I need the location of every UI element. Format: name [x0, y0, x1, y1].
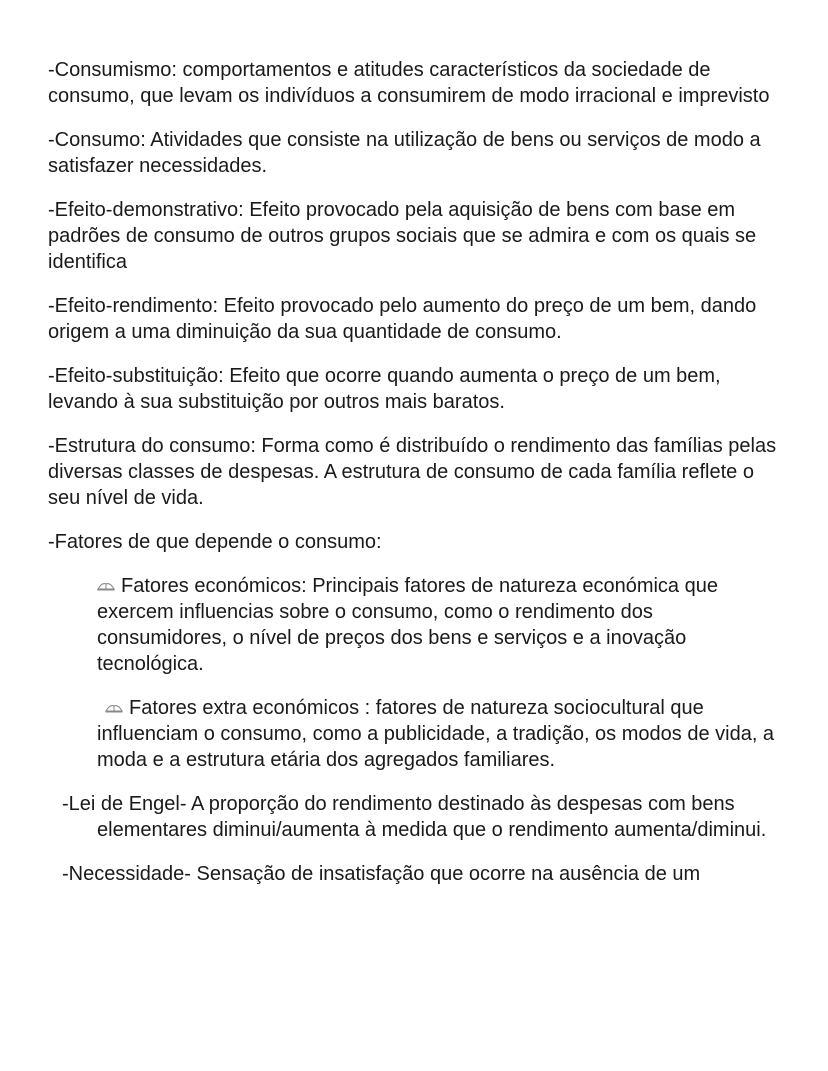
book-icon [105, 703, 123, 713]
definition-estrutura-consumo: -Estrutura do consumo: Forma como é distribuído o rendimento das famílias pelas diversas classes de despesas. A estrutura de consumo de cada família reflete o seu nível de vida. [48, 435, 777, 509]
definition-fatores-heading: -Fatores de que depende o consumo: [48, 531, 382, 553]
book-icon [97, 581, 115, 591]
definition-consumismo: -Consumismo: comportamentos e atitudes característicos da sociedade de consumo, que levam os indivíduos a consumirem de modo irracional e imprevisto [48, 59, 770, 107]
definition-necessidade: -Necessidade- Sensação de insatisfação que ocorre na ausência de um [62, 863, 701, 885]
sub-item-fatores-economicos: Fatores económicos: Principais fatores de natureza económica que exercem influencias sobre o consumo, como o rendimento dos consumidores, o nível de preços dos bens e serviços e a inovação tecnológica. [97, 575, 718, 675]
definition-efeito-substituicao: -Efeito-substituição: Efeito que ocorre quando aumenta o preço de um bem, levando à sua substituição por outros mais baratos. [48, 365, 721, 413]
sub-item-fatores-extra-economicos: Fatores extra económicos : fatores de natureza sociocultural que influenciam o consumo, como a publicidade, a tradição, os modos de vida, a moda e a estrutura etária dos agregados familiares. [97, 697, 775, 771]
definition-consumo: -Consumo: Atividades que consiste na utilização de bens ou serviços de modo a satisfazer necessidades. [48, 129, 761, 177]
definition-lei-engel: -Lei de Engel- A proporção do rendimento destinado às despesas com bens elementares diminui/aumenta à medida que o rendimento aumenta/diminui. [62, 793, 767, 841]
definition-efeito-demonstrativo: -Efeito-demonstrativo: Efeito provocado pela aquisição de bens com base em padrões de consumo de outros grupos sociais que se admira e com os quais se identifica [48, 199, 757, 273]
definition-efeito-rendimento: -Efeito-rendimento: Efeito provocado pelo aumento do preço de um bem, dando origem a uma diminuição da sua quantidade de consumo. [48, 295, 757, 343]
